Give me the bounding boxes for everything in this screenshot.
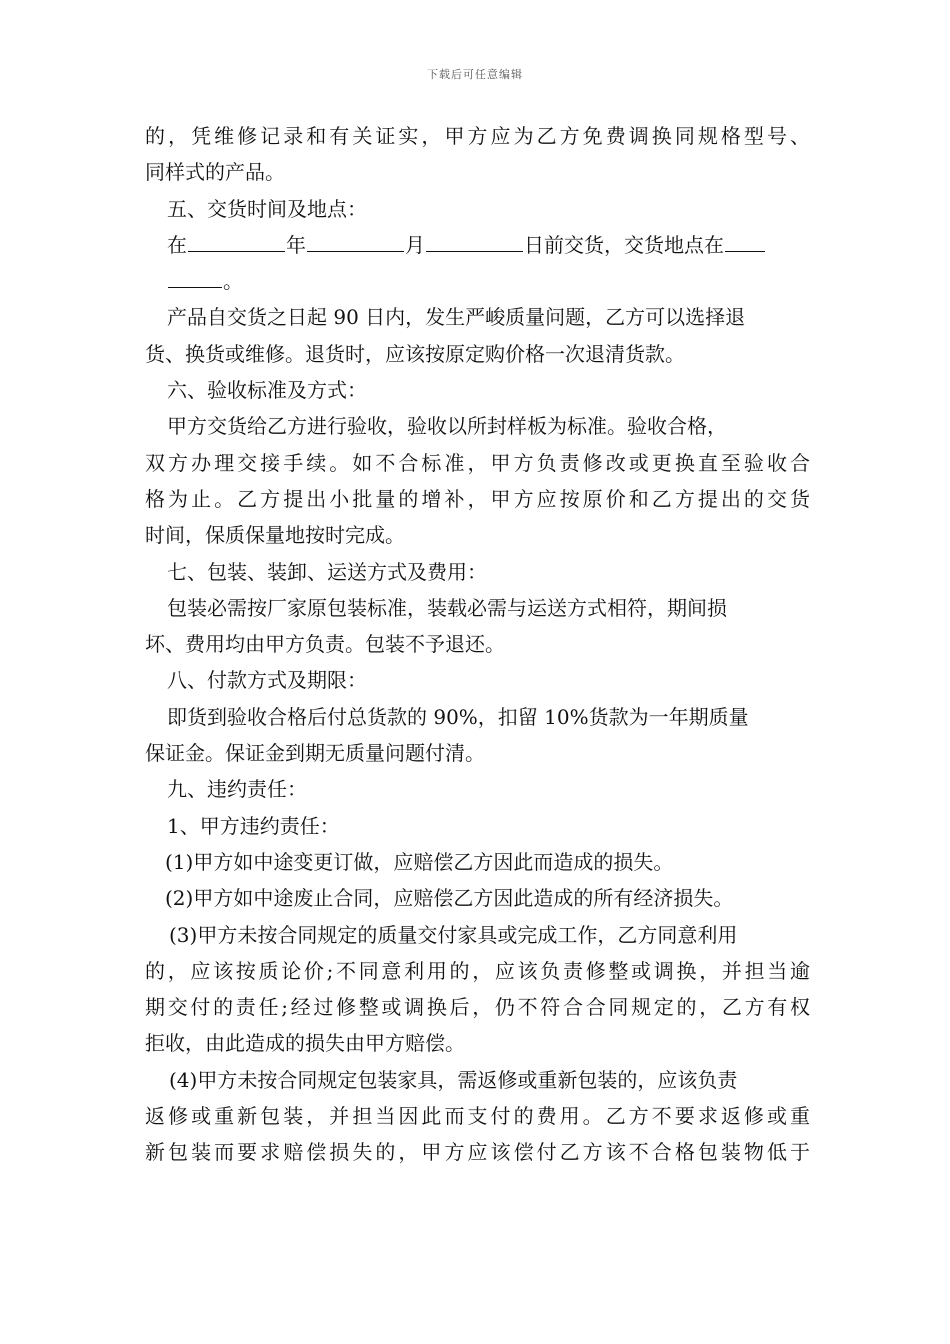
delivery-month-label: 月 xyxy=(405,232,425,257)
section-heading: 七、包装、装卸、运送方式及费用： xyxy=(167,559,487,584)
day-blank[interactable] xyxy=(426,233,523,252)
clause-line: 返修或重新包装，并担当因此而支付的费用。乙方不要求返修或重 xyxy=(145,1104,810,1129)
section-heading: 六、验收标准及方式： xyxy=(167,378,367,403)
delivery-day-label: 日前交货，交货地点在 xyxy=(524,232,724,257)
body-line: 同样式的产品。 xyxy=(145,160,285,185)
clause-line: 的，应该按质论价;不同意利用的，应该负责修整或调换，并担当逾 xyxy=(145,958,810,983)
page-header: 下载后可任意编辑 xyxy=(427,68,523,81)
location-blank-continued[interactable] xyxy=(168,269,222,288)
section-heading: 五、交货时间及地点： xyxy=(167,196,367,221)
delivery-fill-line-end xyxy=(145,263,810,299)
body-line: 坏、费用均由甲方负责。包装不予退还。 xyxy=(145,632,505,657)
body-line: 时间，保质保量地按时完成。 xyxy=(145,523,405,548)
delivery-prefix: 在 xyxy=(167,232,187,257)
body-line: 甲方交货给乙方进行验收，验收以所封样板为标准。验收合格， xyxy=(167,414,727,439)
body-line: 货、换货或维修。退货时，应该按原定购价格一次退清货款。 xyxy=(145,341,685,366)
location-blank[interactable] xyxy=(725,233,765,252)
body-line: 产品自交货之日起 90 日内，发生严峻质量问题，乙方可以选择退 xyxy=(167,305,746,330)
body-line: 的，凭维修记录和有关证实，甲方应为乙方免费调换同规格型号、 xyxy=(145,124,810,148)
delivery-fill-line xyxy=(145,227,810,263)
subsection-heading: 1、甲方违约责任： xyxy=(167,813,340,838)
delivery-year-label: 年 xyxy=(286,232,306,257)
month-blank[interactable] xyxy=(307,233,404,252)
clause-line: 拒收，由此造成的损失由甲方赔偿。 xyxy=(145,1031,465,1056)
body-line: 保证金。保证金到期无质量问题付清。 xyxy=(145,741,485,766)
year-blank[interactable] xyxy=(188,233,285,252)
clause-line: (3)甲方未按合同规定的质量交付家具或完成工作，乙方同意利用 xyxy=(169,922,738,947)
body-line: 双方办理交接手续。如不合标准，甲方负责修改或更换直至验收合 xyxy=(145,450,810,475)
clause-line: 期交付的责任;经过修整或调换后，仍不符合合同规定的，乙方有权 xyxy=(145,995,810,1020)
body-line: 即货到验收合格后付总货款的 90%，扣留 10%货款为一年期质量 xyxy=(167,704,749,729)
clause-line: (2)甲方如中途废止合同，应赔偿乙方因此造成的所有经济损失。 xyxy=(165,886,734,911)
document-body xyxy=(145,118,810,1171)
clause-line: 新包装而要求赔偿损失的，甲方应该偿付乙方该不合格包装物低于 xyxy=(145,1140,810,1165)
clause-line: (1)甲方如中途变更订做，应赔偿乙方因此而造成的损失。 xyxy=(165,849,674,874)
section-heading: 九、违约责任： xyxy=(167,777,307,802)
delivery-end: 。 xyxy=(223,269,243,294)
body-line: 格为止。乙方提出小批量的增补，甲方应按原价和乙方提出的交货 xyxy=(145,486,810,511)
body-line: 包装必需按厂家原包装标准，装载必需与运送方式相符，期间损 xyxy=(167,595,727,620)
clause-line: (4)甲方未按合同规定包装家具，需返修或重新包装的，应该负责 xyxy=(169,1067,738,1092)
section-heading: 八、付款方式及期限： xyxy=(167,668,367,693)
